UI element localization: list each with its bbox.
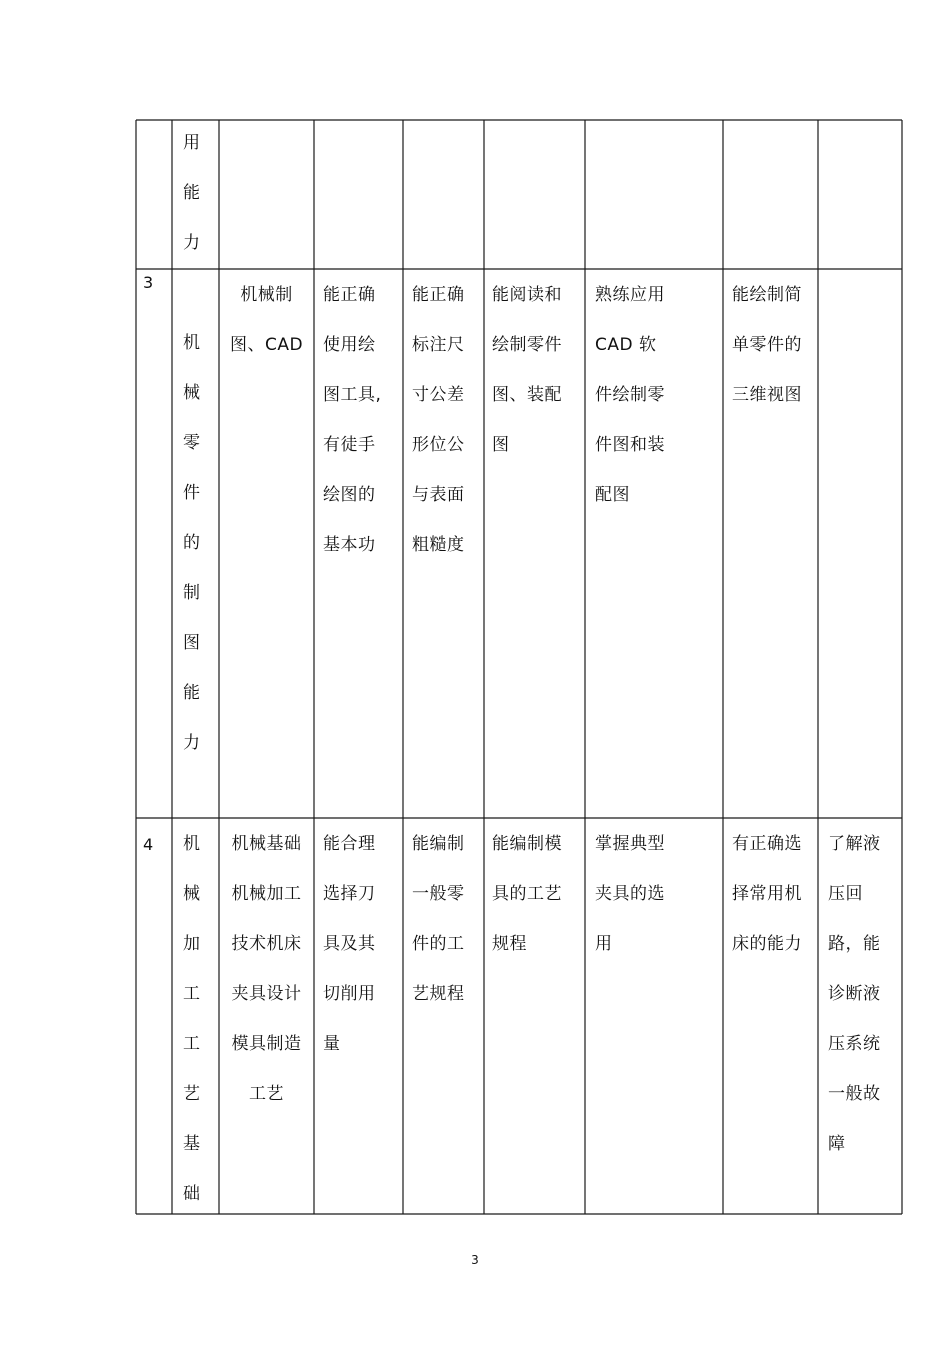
table-cell-line: 切削用: [323, 984, 376, 1004]
row4-col3: [323, 819, 376, 1069]
category-char: 机: [183, 333, 201, 353]
table-cell-line: 图工具,: [323, 385, 382, 405]
row3-col7: [732, 270, 802, 420]
row4-col5: [492, 819, 562, 969]
category-char: 基: [183, 1134, 201, 1154]
table-cell-line: 图、CAD: [229, 335, 304, 355]
table-cell-line: 模具制造: [231, 1034, 302, 1054]
table-cell-line: 艺规程: [412, 984, 465, 1004]
table-cell-line: 件的工: [412, 934, 465, 954]
row3-col4: [412, 270, 465, 570]
category-char: 用: [183, 133, 201, 153]
row-number: 4: [143, 835, 154, 854]
row3-col6: [595, 270, 665, 520]
table-cell-line: 压回: [828, 884, 863, 904]
table-cell-line: 机械基础: [231, 834, 302, 854]
table-cell-line: 障: [828, 1134, 846, 1154]
page-number: 3: [471, 1253, 479, 1267]
category-char: 械: [183, 884, 201, 904]
table-cell-line: 能编制: [412, 834, 465, 854]
category-char: 力: [183, 233, 201, 253]
row-top-category: [183, 118, 201, 268]
table-cell-line: 三维视图: [732, 385, 802, 405]
table-cell-line: 选择刀: [323, 884, 376, 904]
row4-col7: [732, 819, 802, 969]
row3-course: [221, 270, 312, 370]
table-cell-line: 技术机床: [231, 934, 302, 954]
table-cell-line: 工艺: [249, 1084, 284, 1104]
row3-category: [183, 318, 201, 768]
table-cell-line: 诊断液: [828, 984, 881, 1004]
category-char: 械: [183, 383, 201, 403]
row4-category: [183, 819, 201, 1219]
table-cell-line: 一般故: [828, 1084, 881, 1104]
category-char: 件: [183, 483, 201, 503]
category-char: 工: [183, 984, 201, 1004]
table-cell-line: 标注尺: [412, 335, 465, 355]
table-cell-line: 基本功: [323, 535, 376, 555]
category-char: 的: [183, 533, 201, 553]
table-cell-line: 绘图的: [323, 485, 376, 505]
table-cell-line: 绘制零件: [492, 335, 562, 355]
table-cell-line: 择常用机: [732, 884, 802, 904]
table-cell-line: 寸公差: [412, 385, 465, 405]
row-number: 3: [143, 273, 154, 292]
category-char: 图: [183, 633, 201, 653]
table-cell-line: 能合理: [323, 834, 376, 854]
table-cell-line: 能编制模: [492, 834, 562, 854]
table-cell-line: 一般零: [412, 884, 465, 904]
table-cell-line: 夹具设计: [231, 984, 302, 1004]
row4-course: [221, 819, 312, 1119]
table-cell-line: 具的工艺: [492, 884, 562, 904]
row4-col6: [595, 819, 665, 969]
table-cell-line: 机械制: [240, 285, 293, 305]
table-cell-line: 件绘制零: [595, 385, 665, 405]
table-cell-line: 了解液: [828, 834, 881, 854]
table-cell-line: 压系统: [828, 1034, 881, 1054]
table-cell-line: 路，能: [828, 934, 881, 954]
table-cell-line: 床的能力: [732, 934, 802, 954]
table-cell-line: 有徒手: [323, 435, 376, 455]
table-cell-line: 能正确: [412, 285, 465, 305]
table-cell-line: 图、装配: [492, 385, 562, 405]
table-cell-line: 具及其: [323, 934, 376, 954]
table-cell-line: 有正确选: [732, 834, 802, 854]
category-char: 艺: [183, 1084, 201, 1104]
table-cell-line: 量: [323, 1034, 341, 1054]
row4-col4: [412, 819, 465, 1019]
table-cell-line: 夹具的选: [595, 884, 665, 904]
category-char: 零: [183, 433, 201, 453]
category-char: 制: [183, 583, 201, 603]
row4-col8: [828, 819, 881, 1169]
row3-col3: [323, 270, 381, 570]
table-cell-line: 形位公: [412, 435, 465, 455]
row3-col5: [492, 270, 562, 470]
category-char: 力: [183, 733, 201, 753]
category-char: 机: [183, 834, 201, 854]
table-cell-line: 件图和装: [595, 435, 665, 455]
table-cell-line: 配图: [595, 485, 630, 505]
table-cell-line: CAD 软: [595, 335, 657, 355]
table-cell-line: 规程: [492, 934, 527, 954]
category-char: 加: [183, 934, 201, 954]
table-cell-line: 掌握典型: [595, 834, 665, 854]
table-cell-line: 能正确: [323, 285, 376, 305]
category-char: 工: [183, 1034, 201, 1054]
category-char: 能: [183, 683, 201, 703]
table-cell-line: 熟练应用: [595, 285, 665, 305]
table-cell-line: 使用绘: [323, 335, 376, 355]
category-char: 能: [183, 183, 201, 203]
table-cell-line: 单零件的: [732, 335, 802, 355]
table-cell-line: 图: [492, 435, 510, 455]
table-cell-line: 用: [595, 934, 613, 954]
table-cell-line: 粗糙度: [412, 535, 465, 555]
category-char: 础: [183, 1184, 201, 1204]
table-cell-line: 能阅读和: [492, 285, 562, 305]
table-cell-line: 与表面: [412, 485, 465, 505]
table-cell-line: 能绘制简: [732, 285, 802, 305]
table-cell-line: 机械加工: [231, 884, 302, 904]
